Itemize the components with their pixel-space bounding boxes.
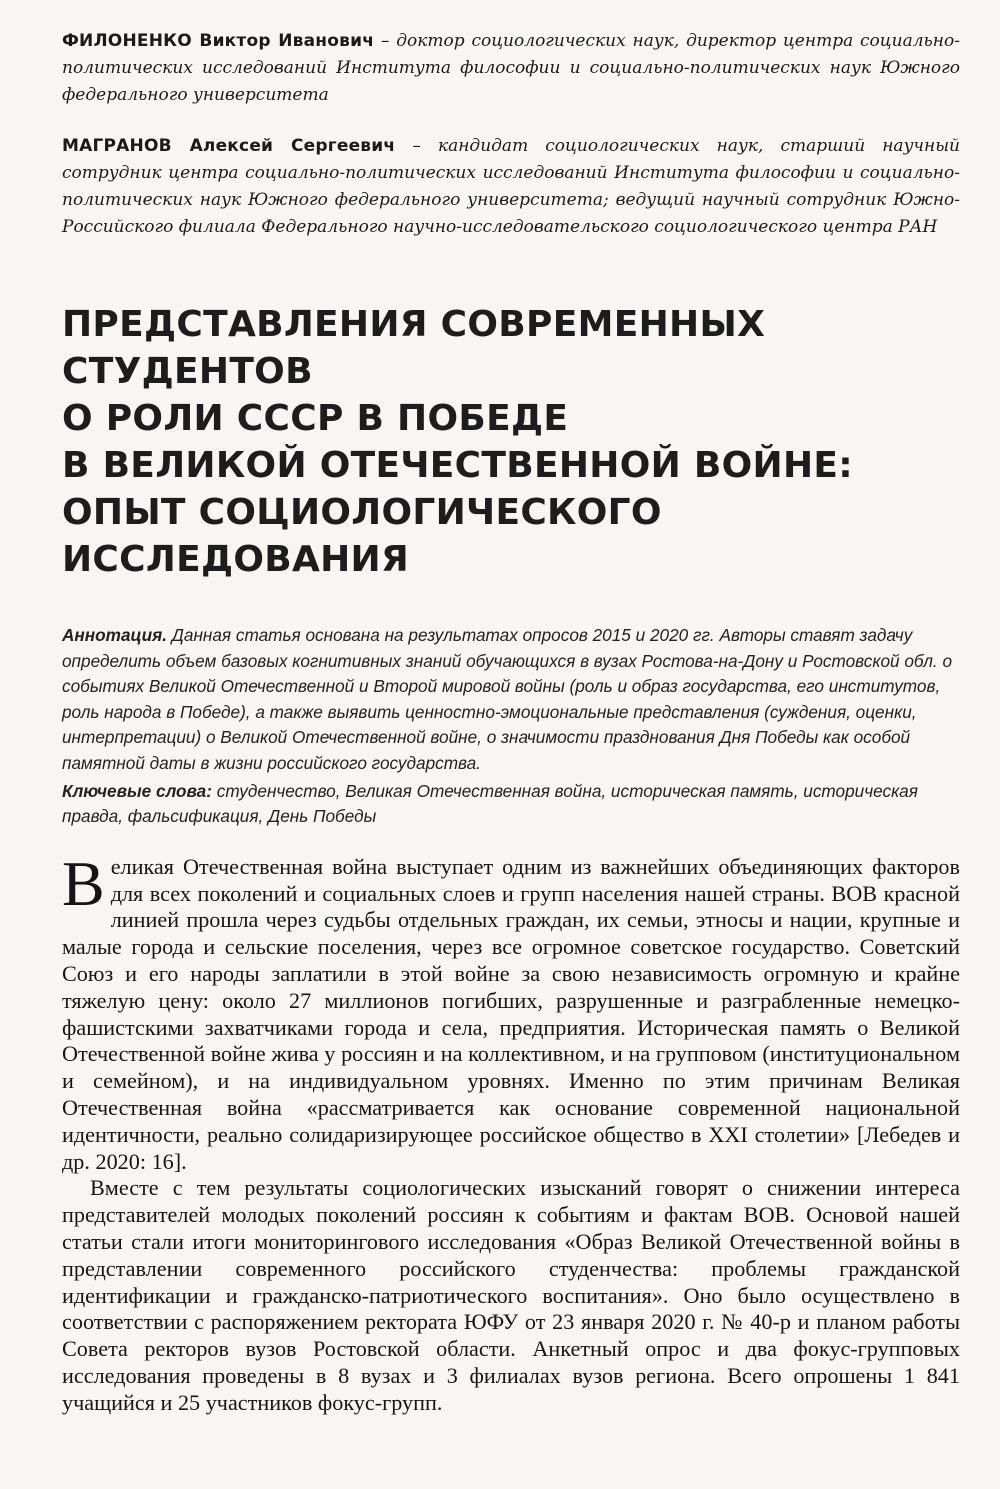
title-line-3: В ВЕЛИКОЙ ОТЕЧЕСТВЕННОЙ ВОЙНЕ: (62, 445, 853, 486)
author-1-name: ФИЛОНЕНКО Виктор Иванович (62, 31, 375, 51)
drop-cap: В (62, 847, 105, 919)
author-2-bio: – кандидат социологических наук, старший научный сотрудник центра социально-политических исследований Института философии и социально-политических наук Южного федерального университета; ведущий научный сотрудник Южно-Российского филиала Федерального научно-исследовательского социологического центра РАН (62, 136, 960, 237)
title-line-2: О РОЛИ СССР В ПОБЕДЕ (62, 398, 569, 439)
article-title (62, 301, 960, 583)
author-1 (62, 28, 960, 109)
body-paragraph-2: Вместе с тем результаты социологических изысканий говорят о снижении интереса представителей молодых поколений россиян к событиям и фактам ВОВ. Основой нашей статьи стали итоги мониторингового исследования «Образ Великой Отечественной войны в представлении современного российского студенчества: проблемы гражданской идентификации и гражданско-патриотического воспитания». Оно было осуществлено в соответствии с распоряжением ректората ЮФУ от 23 января 2020 г. № 40-р и планом работы Совета ректоров вузов Ростовской области. Анкетный опрос и два фокус-групповых исследования проведены в 8 вузах и 3 филиалах вузов региона. Всего опрошены 1 841 учащийся и 25 участников фокус-групп. (62, 1175, 960, 1415)
author-2-name: МАГРАНОВ Алексей Сергеевич (62, 136, 396, 156)
body-paragraph-1 (62, 847, 960, 1176)
abstract-label: Аннотация. (62, 625, 168, 645)
abstract (62, 623, 960, 777)
keywords-label: Ключевые слова: (62, 780, 212, 801)
keywords (62, 779, 960, 830)
author-1-bio: – доктор социологических наук, директор центра социально-политических исследований Института философии и социально-политических наук Южного федерального университета (62, 31, 960, 105)
title-line-5: ИССЛЕДОВАНИЯ (62, 539, 410, 580)
abstract-text: Данная статья основана на результатах опросов 2015 и 2020 гг. Авторы ставят задачу определить объем базовых когнитивных знаний обучающихся в вузах Ростова-на-Дону и Ростовской обл. о событиях Великой Отечественной и Второй мировой войны (роль и образ государства, его институтов, роль народа в Победе), а также выявить ценностно-эмоциональные представления (суждения, оценки, интерпретации) о Великой Отечественной войне, о значимости празднования Дня Победы как особой памятной даты в жизни российского государства. (62, 625, 953, 773)
title-line-4: ОПЫТ СОЦИОЛОГИЧЕСКОГО (62, 492, 662, 533)
author-2 (62, 133, 960, 241)
title-line-1: ПРЕДСТАВЛЕНИЯ СОВРЕМЕННЫХ СТУДЕНТОВ (62, 304, 766, 392)
keywords-text: студенчество, Великая Отечественная война, историческая память, историческая правда, фальсификация, День Победы (62, 780, 918, 827)
body-paragraph-1-text: еликая Отечественная война выступает одним из важнейших объединяющих факторов для всех поколений и социальных слоев и групп населения нашей страны. ВОВ красной линией прошла через судьбы отдельных граждан, их семьи, этносы и нации, крупные и малые города и сельские поселения, через все огромное советское государство. Советский Союз и его народы заплатили в этой войне за свою независимость огромную и крайне тяжелую цену: около 27 миллионов погибших, разрушенные и разграбленные немецко-фашистскими захватчиками города и села, предприятия. Историческая память о Великой Отечественной войне жива у россиян и на коллективном, и на групповом (институциональном и семейном), и на индивидуальном уровнях. Именно по этим причинам Великая Отечественная война «рассматривается как основание современной национальной идентичности, реально солидаризирующее российское общество в XXI столетии» [Лебедев и др. 2020: 16]. (62, 853, 960, 1174)
